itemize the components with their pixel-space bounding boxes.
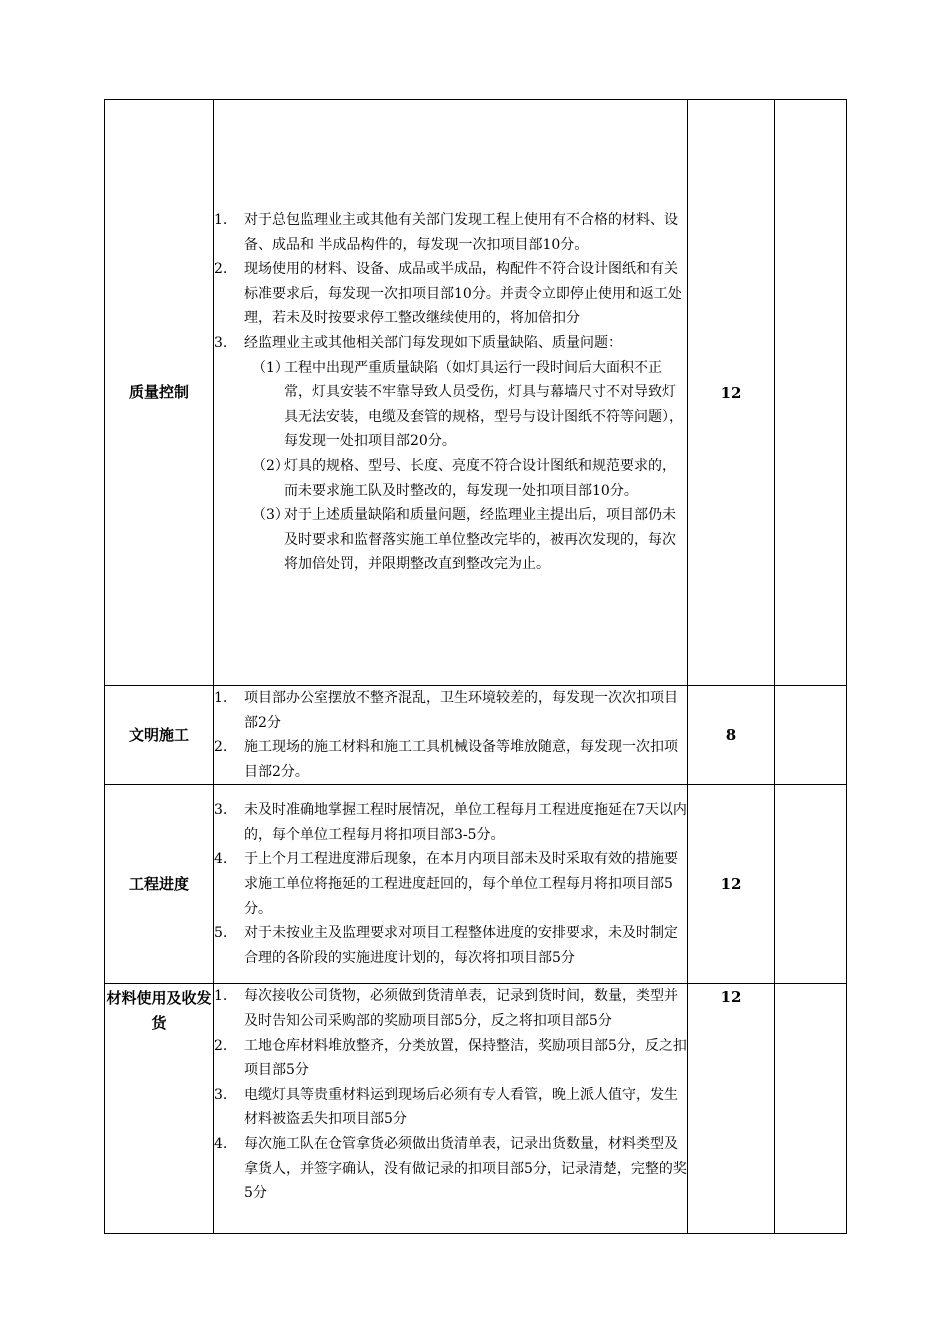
category-cell: 工程进度 (105, 785, 214, 984)
category-cell: 文明施工 (105, 686, 214, 785)
score-cell: 8 (688, 686, 775, 785)
description-cell (214, 785, 688, 984)
item-number: 4. (214, 1135, 228, 1152)
item-text: 于上个月工程进度滞后现象，在本月内项目部未及时采取有效的措施要求施工单位将拖延的工程进度赶回的，每个单位工程每月将扣项目部5分。 (244, 851, 678, 917)
item-text: 工地仓库材料堆放整齐，分类放置，保持整洁，奖励项目部5分，反之扣项目部5分 (244, 1037, 687, 1079)
item-number: 5. (214, 925, 228, 942)
item-number: 2. (214, 739, 228, 756)
table-row (105, 686, 847, 785)
list-item (214, 1132, 687, 1206)
score-cell: 12 (688, 984, 775, 1234)
blank-cell (775, 100, 847, 686)
sub-item-number: （1） (252, 359, 289, 376)
item-text: 项目部办公室摆放不整齐混乱，卫生环境较差的，每发现一次次扣项目部2分 (244, 690, 678, 731)
list-item (214, 847, 687, 921)
description-cell (214, 984, 688, 1234)
blank-cell (775, 984, 847, 1234)
item-number: 1. (214, 212, 228, 229)
item-text: 对于总包监理业主或其他有关部门发现工程上使用有不合格的材料、设备、成品和 半成品构件的，每发现一次扣项目部10分。 (244, 212, 678, 253)
item-number: 3. (214, 335, 228, 352)
item-number: 3. (214, 1086, 228, 1103)
list-item (214, 921, 687, 970)
item-text: 未及时准确地掌握工程时展情况，单位工程每月工程进度拖延在7天以内的，每个单位工程每月将扣项目部3-5分。 (244, 802, 687, 843)
item-number: 1. (214, 690, 228, 706)
description-cell (214, 686, 688, 785)
sub-item-number: （2） (252, 457, 289, 474)
category-cell: 质量控制 (105, 100, 214, 686)
item-text: 现场使用的材料、设备、成品或半成品，构配件不符合设计图纸和有关标准要求后，每发现一次扣项目部10分。并责令立即停止使用和返工处理，若未及时按要求停工整改继续使用的，将加倍扣分 (244, 261, 682, 327)
item-number: 1. (214, 988, 228, 1005)
score-cell: 12 (688, 785, 775, 984)
sub-list-item (214, 356, 687, 454)
item-number: 4. (214, 851, 228, 868)
list-item (214, 331, 687, 356)
item-text: 施工现场的施工材料和施工工具机械设备等堆放随意，每发现一次扣项目部2分。 (244, 739, 678, 780)
list-item (214, 798, 687, 847)
list-item (214, 257, 687, 331)
list-item (214, 984, 687, 1033)
table-row (105, 785, 847, 984)
list-item (214, 686, 687, 735)
scoring-table (104, 99, 847, 1234)
item-number: 2. (214, 1037, 228, 1054)
item-number: 2. (214, 261, 228, 278)
list-item (214, 1034, 687, 1083)
item-number: 3. (214, 802, 228, 819)
list-item (214, 735, 687, 784)
item-text: 对于未按业主及监理要求对项目工程整体进度的安排要求，未及时制定合理的各阶段的实施进度计划的，每次将扣项目部5分 (244, 925, 678, 966)
item-text: 每次施工队在仓管拿货必须做出货清单表，记录出货数量，材料类型及拿货人，并签字确认，没有做记录的扣项目部5分，记录清楚，完整的奖5分 (244, 1135, 687, 1202)
score-cell: 12 (688, 100, 775, 686)
blank-cell (775, 785, 847, 984)
list-item (214, 208, 687, 257)
description-cell (214, 100, 688, 686)
category-cell: 材料使用及收发货 (105, 984, 214, 1234)
list-item (214, 1083, 687, 1132)
item-text: 经监理业主或其他相关部门每发现如下质量缺陷、质量问题： (244, 335, 622, 352)
sub-list-item (214, 503, 687, 577)
item-text: 电缆灯具等贵重材料运到现场后必须有专人看管，晚上派人值守，发生材料被盗丢失扣项目部5分 (244, 1086, 678, 1128)
table-row (105, 984, 847, 1234)
sub-item-text: 工程中出现严重质量缺陷（如灯具运行一段时间后大面积不正常，灯具安装不牢靠导致人员受伤，灯具与幕墙尺寸不对导致灯具无法安装，电缆及套管的规格，型号与设计图纸不符等问题），每发现一处扣项目部20分。 (284, 359, 683, 450)
sub-item-number: （3） (252, 507, 289, 524)
sub-list-item (214, 454, 687, 503)
item-text: 每次接收公司货物，必须做到货清单表，记录到货时间，数量，类型并及时告知公司采购部的奖励项目部5分，反之将扣项目部5分 (244, 988, 678, 1029)
sub-item-text: 灯具的规格、型号、长度、亮度不符合设计图纸和规范要求的，而未要求施工队及时整改的，每发现一处扣项目部10分。 (284, 457, 676, 499)
sub-item-text: 对于上述质量缺陷和质量问题，经监理业主提出后，项目部仍未及时要求和监督落实施工单位整改完毕的，被再次发现的，每次将加倍处罚，并限期整改直到整改完为止。 (284, 507, 676, 573)
table-row (105, 100, 847, 686)
blank-cell (775, 686, 847, 785)
